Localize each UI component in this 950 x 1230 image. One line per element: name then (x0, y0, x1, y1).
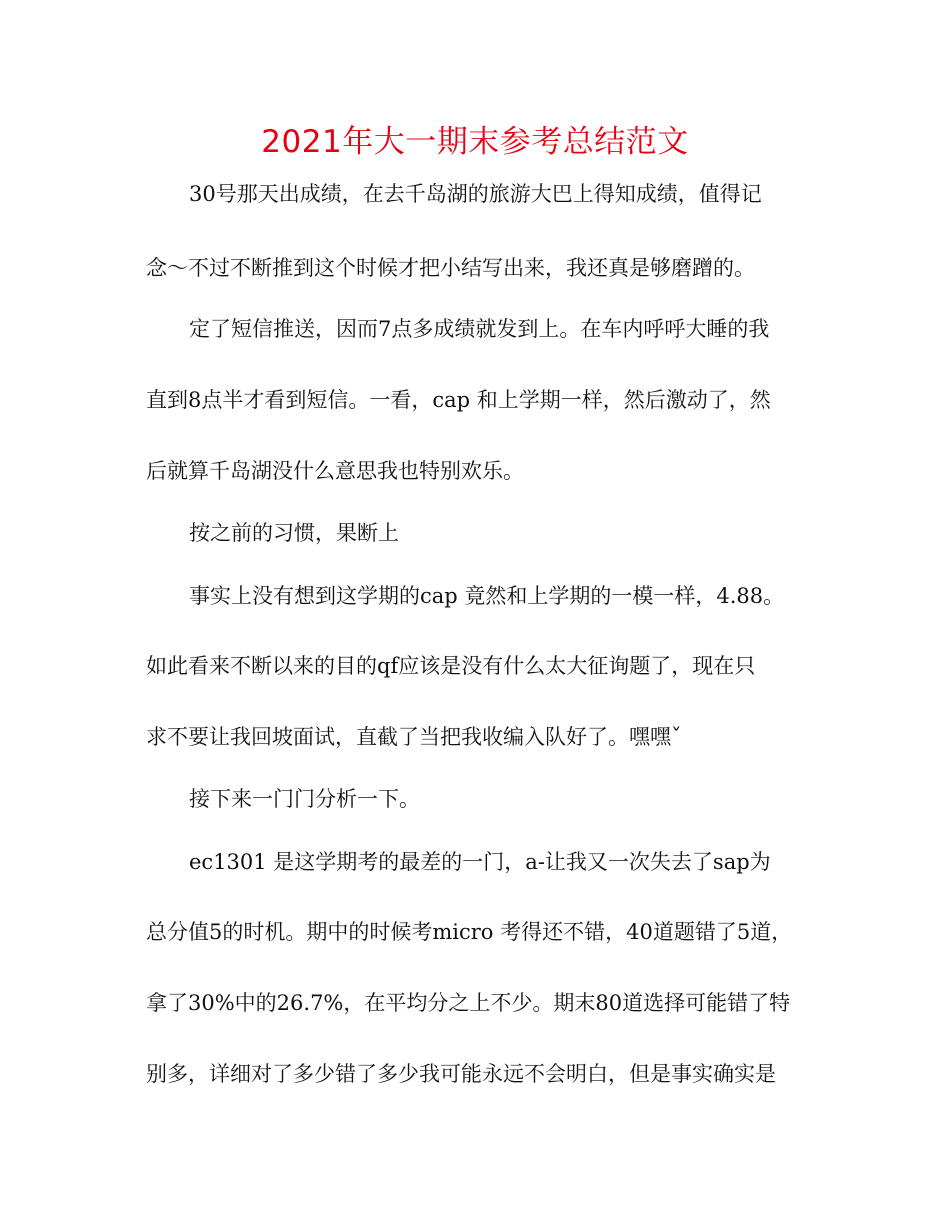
paragraph-line: 别多，详细对了多少错了多少我可能永远不会明白，但是事实确实是 (146, 1062, 776, 1086)
paragraph-line: 念～不过不断推到这个时候才把小结写出来，我还真是够磨蹭的。 (146, 256, 755, 280)
paragraph-line: 如此看来不断以来的目的qf应该是没有什么太大征询题了，现在只 (146, 654, 756, 678)
paragraph-line: 事实上没有想到这学期的cap 竟然和上学期的一模一样，4.88。 (189, 584, 785, 608)
paragraph-line: 后就算千岛湖没什么意思我也特别欢乐。 (146, 459, 524, 483)
paragraph-line: 按之前的习惯，果断上 (189, 521, 399, 545)
paragraph-line: 接下来一门门分析一下。 (189, 787, 420, 811)
paragraph-line: 直到8点半才看到短信。一看，cap 和上学期一样，然后激动了，然 (146, 388, 771, 412)
paragraph-line: ec1301 是这学期考的最差的一门，a-让我又一次失去了sap为 (189, 850, 771, 874)
paragraph-line: 总分值5的时机。期中的时候考micro 考得还不错，40道题错了5道， (146, 920, 793, 944)
paragraph-line: 30号那天出成绩，在去千岛湖的旅游大巴上得知成绩，值得记 (189, 182, 762, 206)
document-title: 2021年大一期末参考总结范文 (261, 124, 689, 160)
paragraph-line: 求不要让我回坡面试，直截了当把我收编入队好了。嘿嘿ˇ (146, 725, 682, 749)
paragraph-line: 拿了30%中的26.7%，在平均分之上不少。期末80道选择可能错了特 (146, 991, 791, 1015)
paragraph-line: 定了短信推送，因而7点多成绩就发到上。在车内呼呼大睡的我 (189, 317, 770, 341)
